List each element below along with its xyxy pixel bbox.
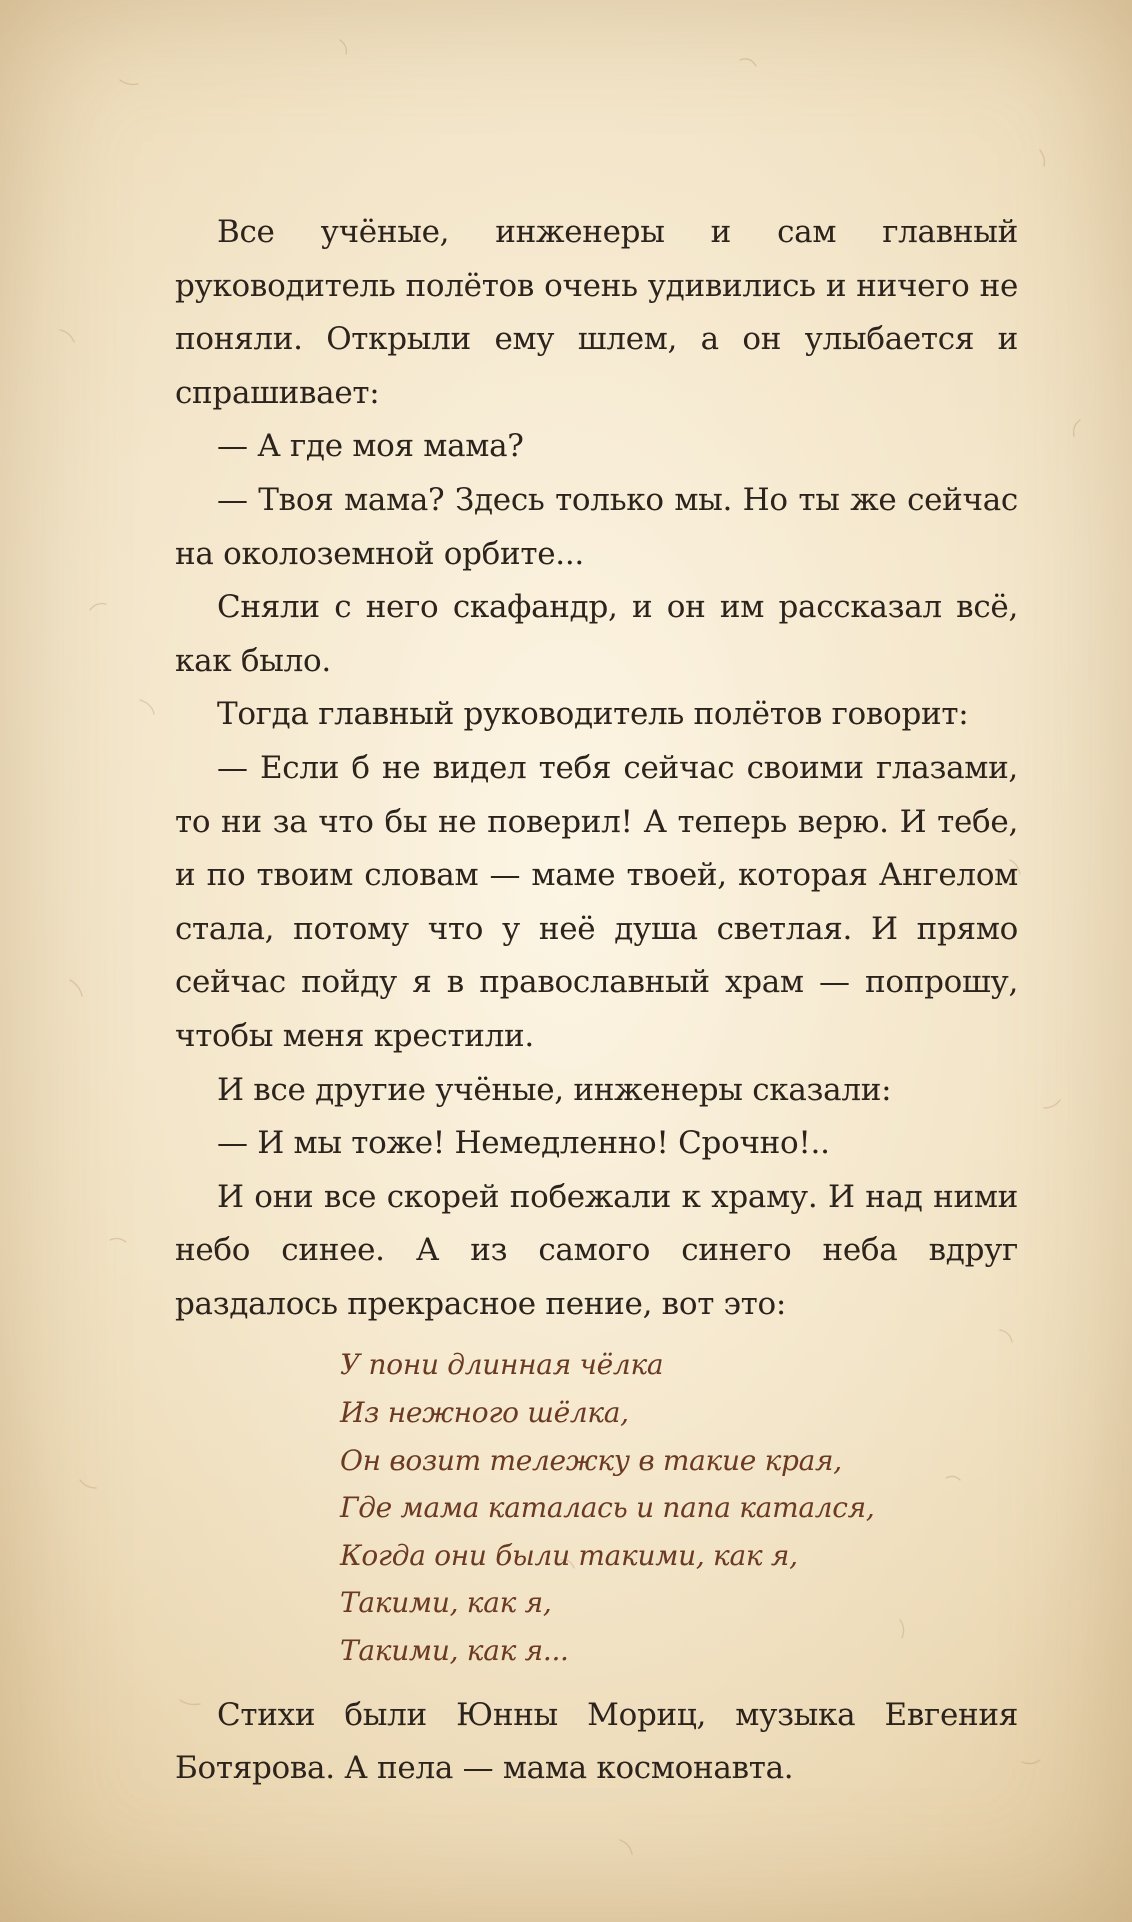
poem: [340, 1341, 1018, 1674]
paragraph: И они все скорей побежали к храму. И над ними небо синее. А из самого синего неба вдруг раздалось прекрасное пение, вот это:: [175, 1178, 1018, 1322]
poem-line: Где мама каталась и папа катался,: [340, 1491, 875, 1525]
paragraph: И все другие учёные, инженеры сказали:: [217, 1071, 892, 1108]
paragraph: Стихи были Юнны Мориц, музыка Евгения Ботярова. А пела — мама космонавта.: [175, 1696, 1018, 1787]
paragraph: — И мы тоже! Немедленно! Срочно!..: [217, 1125, 830, 1162]
poem-line: Такими, как я...: [340, 1634, 569, 1668]
poem-line: Он возит тележку в такие края,: [340, 1443, 842, 1477]
poem-line: Когда они были такими, как я,: [340, 1538, 798, 1572]
paragraph: Все учёные, инженеры и сам главный руководитель полётов очень удивились и ничего не поняли. Открыли ему шлем, а он улыбается и спрашивает:: [175, 214, 1018, 411]
paragraph: — Если б не видел тебя сейчас своими глазами, то ни за что бы не поверил! А теперь верю. И тебе, и по твоим словам — маме твоей, которая Ангелом стала, потому что у неё душа светлая. И прямо сейчас пойду я в православный храм — попрошу, чтобы меня крестили.: [175, 749, 1018, 1054]
poem-line: Такими, как я,: [340, 1586, 552, 1620]
paragraph: Сняли с него скафандр, и он им рассказал всё, как было.: [175, 589, 1018, 679]
poem-line: Из нежного шёлка,: [340, 1396, 629, 1430]
paragraph: Тогда главный руководитель полётов говорит:: [217, 696, 969, 733]
paragraph: — Твоя мама? Здесь только мы. Но ты же сейчас на околоземной орбите...: [175, 481, 1018, 572]
paragraph: — А где моя мама?: [217, 428, 524, 465]
main-text: [175, 206, 1018, 1796]
poem-line: У пони длинная чёлка: [340, 1348, 664, 1382]
